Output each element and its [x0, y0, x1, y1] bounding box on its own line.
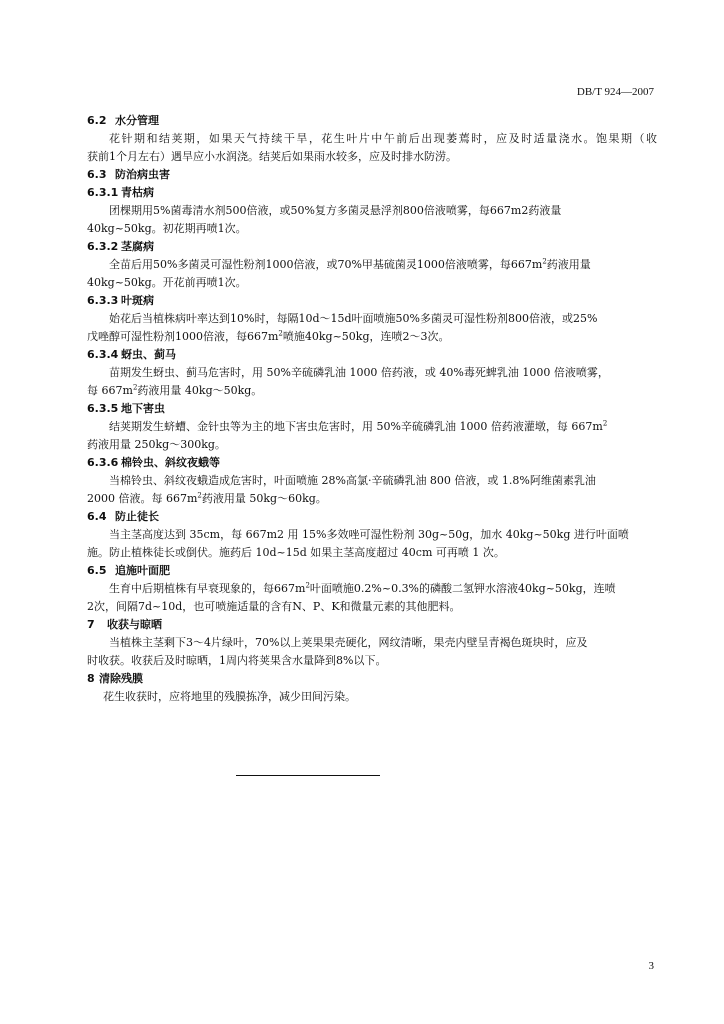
heading-6-3-2: 6.3.2 茎腐病: [87, 240, 154, 253]
heading-6-5: 6.5 追施叶面肥: [87, 564, 170, 577]
paragraph-bacterial-wilt: 团棵期用5%菌毒清水剂500倍液，或50%复方多菌灵悬浮剂800倍液喷雾，每667m2药液量 40kg~50kg。初花期再喷1次。: [87, 204, 562, 235]
heading-6-4: 6.4 防止徒长: [87, 510, 159, 523]
heading-6-3-6: 6.3.6 棉铃虫、斜纹夜蛾等: [87, 456, 220, 469]
paragraph-leaf-spot: 始花后当植株病叶率达到10%时，每隔10d～15d叶面喷施50%多菌灵可湿性粉剂800倍液，或25% 戊唑醇可湿性粉剂1000倍液，每$667m^2$喷施40kg~50kg，连喷2～3次。: [87, 312, 598, 343]
heading-6-3-5: 6.3.5 地下害虫: [87, 402, 165, 415]
end-rule: [236, 775, 380, 776]
paragraph-underground-pests: 结荚期发生蛴螬、金针虫等为主的地下害虫危害时，用 50%辛硫磷乳油 1000 倍药液灌墩，每 $667m^2$ 药液用量 250kg～300kg。: [87, 419, 608, 451]
paragraph-aphids-thrips: 苗期发生蚜虫、蓟马危害时，用 50%辛硫磷乳油 1000 倍药液，或 40%毒死蜱乳油 1000 倍液喷雾， 每 $667m^2$药液用量 40kg～50kg。: [87, 366, 609, 397]
heading-6-3-3: 6.3.3 叶斑病: [87, 294, 154, 307]
paragraph-water-management: 花针期和结荚期，如果天气持续干旱，花生叶片中午前后出现萎蔫时，应及时适量浇水。饱果期（收 获前1个月左右）遇旱应小水润浇。结荚后如果雨水较多，应及时排水防涝。: [87, 132, 657, 163]
paragraph-remove-film: 花生收获时，应将地里的残膜拣净，减少田间污染。: [103, 690, 356, 703]
heading-7: 7 收获与晾晒: [87, 618, 162, 631]
heading-6-3-1: 6.3.1 青枯病: [87, 186, 154, 199]
paragraph-stem-rot: 全苗后用50%多菌灵可湿性粉剂1000倍液，或70%甲基硫菌灵1000倍液喷雾，每$667m^2$药液用量 40kg~50kg。开花前再喷1次。: [87, 257, 591, 289]
heading-8: 8 清除残膜: [87, 672, 143, 685]
heading-6-3: 6.3 防治病虫害: [87, 168, 170, 181]
heading-6-2: 6.2 水分管理: [87, 114, 159, 127]
paragraph-foliar-fertilizer: 生育中后期植株有早衰现象的，每$667m^2$叶面喷施0.2%~0.3%的磷酸二氢钾水溶液40kg~50kg，连喷 2次，间隔7d~10d，也可喷施适量的含有N、P、K和微量元素的其他肥料。: [87, 581, 616, 613]
document-code: DB/T 924—2007: [576, 86, 654, 98]
document-body: [87, 112, 657, 706]
page-number: 3: [648, 960, 654, 972]
paragraph-bollworm: 当棉铃虫、斜纹夜蛾造成危害时，叶面喷施 28%高氯·辛硫磷乳油 800 倍液，或 1.8%阿维菌素乳油 2000 倍液。每 $667m^2$药液用量 50kg～60kg。: [87, 474, 596, 505]
heading-6-3-4: 6.3.4 蚜虫、蓟马: [87, 348, 176, 361]
paragraph-prevent-overgrowth: 当主茎高度达到 35cm，每 667m2 用 15%多效唑可湿性粉剂 30g~50g，加水 40kg~50kg 进行叶面喷 施。防止植株徒长或倒伏。施药后 10d~15d 如果主茎高度超过 40cm 可再喷 1 次。: [87, 528, 629, 559]
paragraph-harvest: 当植株主茎剩下3～4片绿叶，70%以上荚果果壳硬化，网纹清晰，果壳内壁呈青褐色斑块时，应及 时收获。收获后及时晾晒，1周内将荚果含水量降到8%以下。: [87, 636, 588, 667]
